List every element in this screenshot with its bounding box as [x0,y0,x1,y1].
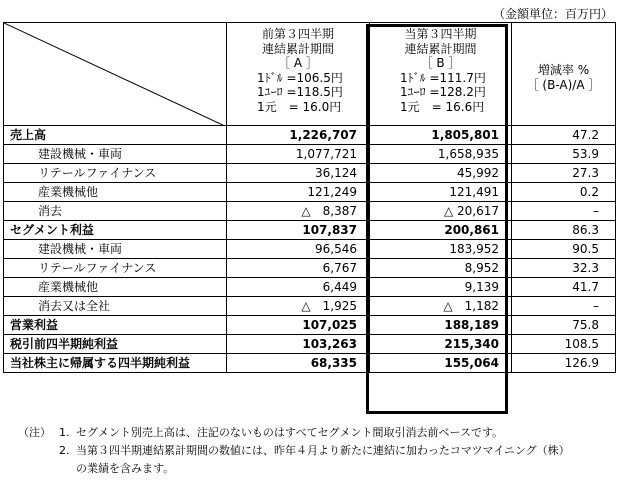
change-rate-value: 86.3 [512,221,616,240]
table-row [4,202,616,221]
footnote-text: 当第３四半期連結累計期間の数値には、昨年４月より新たに連結に加わったコマツマイニング（株） [76,444,570,457]
table-row [4,240,616,259]
table-row [4,221,616,240]
footnote-mark: （注） [18,426,51,439]
footnote-1 [18,424,618,442]
row-label: 税引前四半期純利益 [4,335,227,354]
column-a-value: 68,335 [227,354,370,373]
column-b-value: △ 1,182 [370,297,512,316]
column-a-value: 107,837 [227,221,370,240]
column-a-value: 121,249 [227,183,370,202]
column-a-code: ［ A ］ [278,56,318,70]
column-b-value: △ 20,617 [370,202,512,221]
change-rate-value: 75.8 [512,316,616,335]
change-rate-value: 27.3 [512,164,616,183]
table-header-row [4,23,616,126]
column-a-value: 107,025 [227,316,370,335]
column-a-rate-eur: 1ﾕｰﾛ =118.5円 [257,85,343,99]
change-rate-value: 126.9 [512,354,616,373]
header-diagonal-cell [4,23,227,126]
change-rate-value: – [512,202,616,221]
table-row [4,145,616,164]
table-row [4,297,616,316]
column-b-value: 1,805,801 [370,126,512,145]
column-a-value: 1,077,721 [227,145,370,164]
column-b-value: 45,992 [370,164,512,183]
financial-table [3,22,616,373]
column-a-title2: 連結累計期間 [261,41,334,56]
row-label: 営業利益 [4,316,227,335]
row-label: 建設機械・車両 [4,240,227,259]
column-b-rate-eur: 1ﾕｰﾛ =128.2円 [400,85,486,99]
column-a-value: △ 1,925 [227,297,370,316]
column-b-code: ［ B ］ [420,56,461,70]
column-a-rate-usd: 1ﾄﾞﾙ =106.5円 [257,70,343,85]
column-a-title1: 前第３四半期 [261,27,334,41]
change-rate-header [512,23,616,126]
change-rate-value: 108.5 [512,335,616,354]
footnote-2-continued [18,460,618,478]
table-row [4,259,616,278]
column-a-rate-cny: 1元 = 16.0円 [257,99,342,114]
row-label: 産業機械他 [4,278,227,297]
column-b-value: 8,952 [370,259,512,278]
table-row [4,335,616,354]
footnote-text: の業績を含みます。 [76,462,175,475]
footnote-text: セグメント別売上高は、注記のないものはすべてセグメント間取引消去前ベースです。 [76,426,504,439]
column-a-value: 36,124 [227,164,370,183]
table-row [4,164,616,183]
table-row [4,354,616,373]
column-b-title1: 当第３四半期 [404,27,477,41]
change-rate-value: 47.2 [512,126,616,145]
column-b-value: 1,658,935 [370,145,512,164]
row-label: 消去又は全社 [4,297,227,316]
column-b-value: 183,952 [370,240,512,259]
column-a-value: 1,226,707 [227,126,370,145]
change-rate-value: 90.5 [512,240,616,259]
column-b-value: 215,340 [370,335,512,354]
column-a-value: 6,767 [227,259,370,278]
change-rate-value: 53.9 [512,145,616,164]
row-label: 当社株主に帰属する四半期純利益 [4,354,227,373]
row-label: リテールファイナンス [4,259,227,278]
table-row [4,278,616,297]
column-b-value: 121,491 [370,183,512,202]
change-rate-title: 増減率 % [537,63,590,77]
change-rate-value: 0.2 [512,183,616,202]
column-b-value: 155,064 [370,354,512,373]
footnotes [18,424,618,478]
column-b-header [370,23,512,126]
column-a-value: 96,546 [227,240,370,259]
column-a-value: 6,449 [227,278,370,297]
footnote-number: 2. [59,444,70,457]
column-b-rate-cny: 1元 = 16.6円 [400,99,485,114]
row-label: リテールファイナンス [4,164,227,183]
diagonal-line [4,23,227,126]
table-row [4,316,616,335]
column-b-value: 9,139 [370,278,512,297]
table-row [4,183,616,202]
row-label: セグメント利益 [4,221,227,240]
column-a-header [227,23,370,126]
change-rate-value: – [512,297,616,316]
column-b-value: 200,861 [370,221,512,240]
change-rate-value: 32.3 [512,259,616,278]
column-a-value: 103,263 [227,335,370,354]
footnote-number: 1. [59,426,70,439]
change-rate-value: 41.7 [512,278,616,297]
unit-note: （金額単位：百万円） [492,7,613,21]
footnote-2 [18,442,618,460]
row-label: 建設機械・車両 [4,145,227,164]
column-a-value: △ 8,387 [227,202,370,221]
table-row [4,126,616,145]
column-b-rate-usd: 1ﾄﾞﾙ =111.7円 [400,70,486,85]
column-b-title2: 連結累計期間 [404,41,477,56]
row-label: 売上高 [4,126,227,145]
change-rate-formula: ［ (B-A)/A ］ [526,78,601,92]
row-label: 消去 [4,202,227,221]
column-b-value: 188,189 [370,316,512,335]
row-label: 産業機械他 [4,183,227,202]
